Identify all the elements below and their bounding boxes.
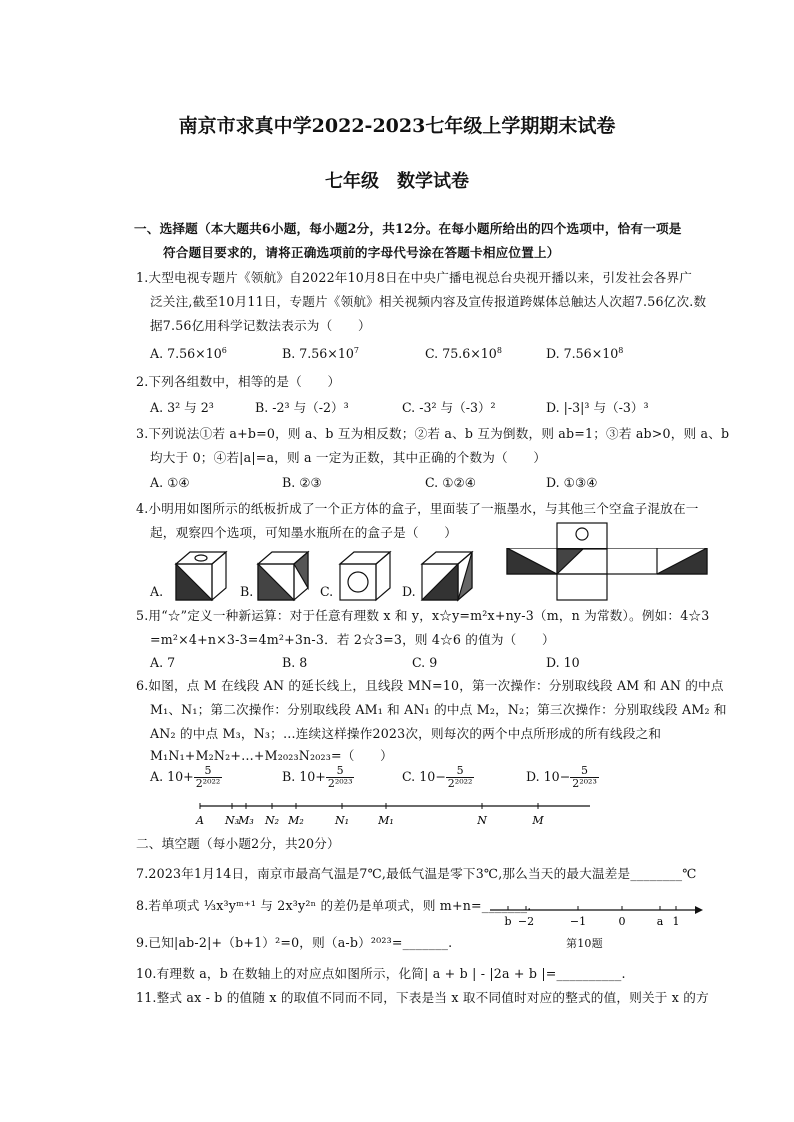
cube-b xyxy=(258,552,308,600)
q5-option-c: C. 9 xyxy=(412,655,438,670)
q8-line1: 8.若单项式 ⅓x³yᵐ⁺¹ 与 2x³y²ⁿ 的差仍是单项式，则 m+n=_______. xyxy=(136,898,532,913)
section1-heading-line1: 一、选择题（本大题共6小题，每小题2分，共12分。在每小题所给出的四个选项中，恰有一项是 xyxy=(134,221,682,236)
axis-tick-label: a xyxy=(656,915,664,928)
q5-option-a: A. 7 xyxy=(150,655,176,670)
segment-point-label: N₂ xyxy=(264,814,280,827)
q2-option-c: C. -3² 与（-3）² xyxy=(402,400,496,415)
q3-line1: 3.下列说法①若 a+b=0，则 a、b 互为相反数；②若 a、b 互为倒数，则 ab=1；③若 ab>0，则 a、b xyxy=(136,426,730,441)
q2-option-d: D. |-3|³ 与（-3）³ xyxy=(546,400,649,415)
q2-option-b: B. -2³ 与（-2）³ xyxy=(255,400,349,415)
segment-point-label: N xyxy=(477,814,487,827)
q5-line1: 5.用“☆”定义一种新运算：对于任意有理数 x 和 y，x☆y=m²x+ny-3（m，n 为常数）。例如：4☆3 xyxy=(136,608,710,623)
q4-line1: 4.小明用如图所示的纸板折成了一个正方体的盒子，里面装了一瓶墨水，与其他三个空盒子混放在一 xyxy=(136,501,699,516)
axis-tick-label: b xyxy=(504,915,512,928)
q10-figure-caption: 第10题 xyxy=(566,937,603,950)
segment-point-label: M₃ xyxy=(238,814,254,827)
q6-option-c: C. 10− $\frac{5}{\text{2²⁰²²}}$ xyxy=(402,764,473,790)
axis-tick-label: 0 xyxy=(618,915,626,928)
q6-line3: AN₂ 的中点 M₃，N₃；…连续这样操作2023次，则每次的两个中点所形成的所有线段之和 xyxy=(150,726,662,741)
q1-line1: 1.大型电视专题片《领航》自2022年10月8日在中央广播电视总台央视开播以来，引发社会各界广 xyxy=(136,270,693,285)
q1-option-b: B. $7.56\times 10^7$ xyxy=(282,345,359,361)
q3-option-b: B. ②③ xyxy=(282,475,322,490)
q7-line1: 7.2023年1月14日，南京市最高气温是7℃,最低气温是零下3℃,那么当天的最大温差是________℃ xyxy=(136,866,697,881)
q4-option-c: C. xyxy=(320,584,334,599)
q5-option-b: B. 8 xyxy=(282,655,308,670)
q10-line1: 10.有理数 a，b 在数轴上的对应点如图所示，化简| a + b | - |2a + b |=__________. xyxy=(136,966,626,981)
section1-heading-line2: 符合题目要求的，请将正确选项前的字母代号涂在答题卡相应位置上） xyxy=(163,245,560,260)
segment-point-label: M xyxy=(532,814,544,827)
q1-line3: 据7.56亿用科学记数法表示为（ ） xyxy=(150,318,371,333)
q4-option-d: D. xyxy=(402,584,416,599)
q6-option-b: B. 10+ $\frac{5}{\text{2²⁰²³}}$ xyxy=(282,764,353,790)
segment-point-label: M₂ xyxy=(288,814,304,827)
segment-point-label: A xyxy=(196,814,204,827)
q4-option-b: B. xyxy=(240,584,254,599)
cube-a xyxy=(176,552,226,600)
q5-option-d: D. 10 xyxy=(546,655,580,670)
axis-tick-label: −1 xyxy=(569,915,587,928)
q1-option-a: A. $7.56\times 10^6$ xyxy=(150,345,227,361)
segment-point-label: M₁ xyxy=(378,814,394,827)
q6-option-d: D. 10− $\frac{5}{\text{2²⁰²³}}$ xyxy=(526,764,597,790)
q4-option-a: A. xyxy=(150,584,164,599)
section2-heading: 二、填空题（每小题2分，共20分） xyxy=(136,836,340,851)
q6-line1: 6.如图，点 M 在线段 AN 的延长线上，且线段 MN=10，第一次操作：分别取线段 AM 和 AN 的中点 xyxy=(136,678,724,693)
q1-line2: 泛关注,截至10月11日，专题片《领航》相关视频内容及宣传报道跨媒体总触达人次超7.56亿次.数 xyxy=(150,294,707,309)
q3-line2: 均大于 0；④若|a|=a，则 a 一定为正数，其中正确的个数为（ ） xyxy=(150,450,547,465)
q10-number-line xyxy=(490,898,710,934)
q11-line1: 11.整式 ax - b 的值随 x 的取值不同而不同，下表是当 x 取不同值时对应的整式的值，则关于 x 的方 xyxy=(136,990,709,1005)
q6-option-a: A. 10+ $\frac{5}{\text{2²⁰²²}}$ xyxy=(150,764,221,790)
q3-option-a: A. ①④ xyxy=(150,475,190,490)
q2-line1: 2.下列各组数中，相等的是（ ） xyxy=(136,374,341,389)
q9-line1: 9.已知|ab-2|+（b+1）²=0，则（a-b）²⁰²³=_______. xyxy=(136,935,453,950)
axis-tick-label: 1 xyxy=(672,915,680,928)
q6-line4: M₁N₁+M₂N₂+…+M₂₀₂₃N₂₀₂₃=（ ） xyxy=(150,748,393,763)
segment-point-label: N₃ xyxy=(224,814,240,827)
q4-net-top xyxy=(555,521,615,551)
q6-line2: M₁、N₁；第二次操作：分别取线段 AM₁ 和 AN₁ 的中点 M₂，N₂；第三次操作：分别取线段 AM₂ 和 xyxy=(150,702,727,717)
cube-c xyxy=(340,552,390,600)
q4-cube-figures xyxy=(0,548,794,608)
segment-point-label: N₁ xyxy=(334,814,350,827)
q5-line2: =m²×4+n×3-3=4m²+3n-3．若 2☆3=3，则 4☆6 的值为（ ） xyxy=(150,632,555,647)
q2-option-a: A. 3² 与 2³ xyxy=(150,400,214,415)
q1-option-c: C. $75.6\times 10^8$ xyxy=(425,345,502,361)
q6-segment-figure xyxy=(190,800,610,830)
q1-option-d: D. $7.56\times 10^8$ xyxy=(546,345,624,361)
q3-option-d: D. ①③④ xyxy=(546,475,598,490)
q4-line2: 起，观察四个选项，可知墨水瓶所在的盒子是（ ） xyxy=(150,525,458,540)
cube-d xyxy=(422,552,472,600)
exam-subtitle: 七年级 数学试卷 xyxy=(325,171,469,192)
exam-title: 南京市求真中学2022-2023七年级上学期期末试卷 xyxy=(178,115,616,137)
axis-tick-label: −2 xyxy=(517,915,535,928)
cube-net xyxy=(507,548,707,600)
q3-option-c: C. ①②④ xyxy=(425,475,477,490)
